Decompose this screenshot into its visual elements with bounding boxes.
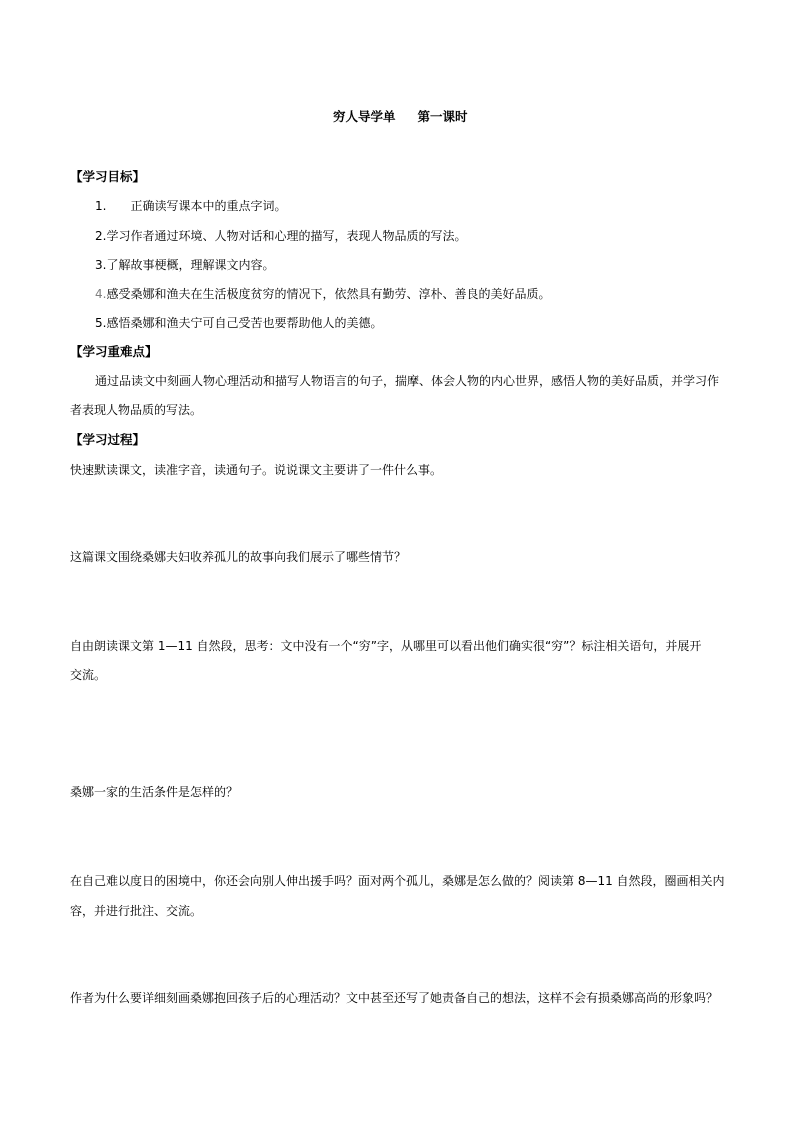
objective-item-4: [95, 287, 550, 301]
objective-num: 4.: [95, 287, 107, 301]
title-sub: 第一课时: [417, 109, 468, 124]
objective-text: 学习作者通过环境、人物对话和心理的描写，表现人物品质的写法。: [106, 229, 467, 243]
objective-item-3: [95, 258, 274, 272]
objective-text: 了解故事梗概，理解课文内容。: [106, 258, 275, 272]
process-question-1: 快速默读课文，读准字音，读通句子。说说课文主要讲了一件什么事。: [70, 463, 443, 477]
key-points-heading: 【学习重难点】: [70, 344, 158, 359]
objective-num: 5.: [95, 316, 107, 330]
process-question-5-line-2: 容，并进行批注、交流。: [70, 904, 203, 918]
objective-text: 正确读写课本中的重点字词。: [130, 199, 287, 213]
objectives-heading: 【学习目标】: [70, 169, 146, 184]
objective-item-1: [95, 199, 286, 213]
process-question-6: 作者为什么要详细刻画桑娜抱回孩子后的心理活动？文中甚至还写了她责备自己的想法，这样不会有损桑娜高尚的形象吗？: [70, 991, 719, 1005]
process-heading: 【学习过程】: [70, 432, 146, 447]
key-points-line-2: 者表现人物品质的写法。: [70, 403, 203, 417]
page-title: [333, 110, 468, 124]
objective-num: 3.: [95, 258, 107, 272]
objective-num: 1.: [95, 199, 107, 213]
process-question-3-line-2: 交流。: [70, 668, 107, 682]
objective-text: 感悟桑娜和渔夫宁可自己受苦也要帮助他人的美德。: [106, 316, 383, 330]
key-points-line-1: 通过品读文中刻画人物心理活动和描写人物语言的句子，揣摩、体会人物的内心世界，感悟人物的美好品质，并学习作: [95, 374, 720, 388]
objective-item-5: [95, 316, 382, 330]
objective-text: 感受桑娜和渔夫在生活极度贫穷的情况下，依然具有勤劳、淳朴、善良的美好品质。: [106, 287, 551, 301]
process-question-3-line-1: 自由朗读课文第 1—11 自然段，思考：文中没有一个“穷”字，从哪里可以看出他们确实很“穷”？标注相关语句，并展开: [70, 639, 702, 653]
process-question-4: 桑娜一家的生活条件是怎样的？: [70, 785, 239, 799]
process-question-2: 这篇课文围绕桑娜夫妇收养孤儿的故事向我们展示了哪些情节？: [70, 550, 407, 564]
title-main: 穷人导学单: [333, 109, 396, 124]
process-question-5-line-1: 在自己难以度日的困境中，你还会向别人伸出援手吗？面对两个孤儿，桑娜是怎么做的？阅读第 8—11 自然段，圈画相关内: [70, 874, 725, 888]
objective-num: 2.: [95, 229, 107, 243]
objective-item-2: [95, 229, 466, 243]
